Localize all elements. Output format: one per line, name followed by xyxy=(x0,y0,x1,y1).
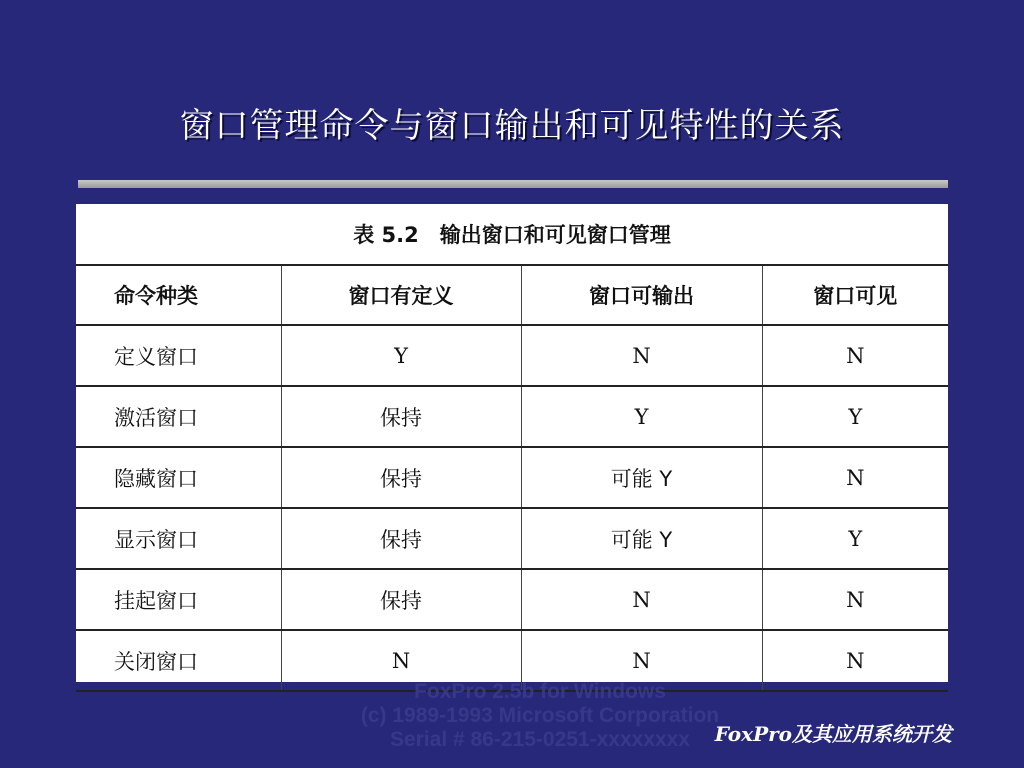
watermark-line: Serial # 86-215-0251-xxxxxxxx xyxy=(389,728,691,751)
table-row xyxy=(76,569,948,630)
table-row xyxy=(76,508,948,569)
cell-window-visible: Y xyxy=(762,508,948,569)
cell-window-defined: 保持 xyxy=(281,386,521,447)
cell-command-type: 显示窗口 xyxy=(76,508,281,569)
cell-window-output: Y xyxy=(521,386,762,447)
cell-command-type: 关闭窗口 xyxy=(76,630,281,691)
footer-brand: FoxPro及其应用系统开发 xyxy=(714,722,952,746)
cell-window-visible: N xyxy=(762,325,948,386)
cell-window-defined: 保持 xyxy=(281,508,521,569)
cell-window-output: N xyxy=(521,325,762,386)
cell-window-visible: N xyxy=(762,569,948,630)
cell-window-output: N xyxy=(521,569,762,630)
software-watermark xyxy=(330,680,750,752)
cell-window-defined: 保持 xyxy=(281,569,521,630)
header-command-type: 命令种类 xyxy=(76,266,281,325)
table-caption: 表 5.2 输出窗口和可见窗口管理 xyxy=(76,204,948,266)
cell-command-type: 挂起窗口 xyxy=(76,569,281,630)
cell-window-defined: Y xyxy=(281,325,521,386)
table-row xyxy=(76,386,948,447)
table-header-row xyxy=(76,266,948,325)
cell-window-defined: 保持 xyxy=(281,447,521,508)
header-window-defined: 窗口有定义 xyxy=(281,266,521,325)
table-row xyxy=(76,325,948,386)
watermark-line: (c) 1989-1993 Microsoft Corporation xyxy=(360,704,720,727)
header-window-visible: 窗口可见 xyxy=(762,266,948,325)
watermark-line: FoxPro 2.5b for Windows xyxy=(414,680,666,703)
table-row xyxy=(76,447,948,508)
cell-window-visible: N xyxy=(762,630,948,691)
cell-command-type: 隐藏窗口 xyxy=(76,447,281,508)
cell-command-type: 定义窗口 xyxy=(76,325,281,386)
window-command-table xyxy=(76,266,948,692)
cell-command-type: 激活窗口 xyxy=(76,386,281,447)
table-panel xyxy=(76,204,948,682)
cell-window-output: 可能 Y xyxy=(521,447,762,508)
cell-window-defined: N xyxy=(281,630,521,691)
slide-title: 窗口管理命令与窗口输出和可见特性的关系 xyxy=(179,106,845,146)
title-divider xyxy=(78,180,948,188)
cell-window-output: 可能 Y xyxy=(521,508,762,569)
cell-window-visible: Y xyxy=(762,386,948,447)
cell-window-output: N xyxy=(521,630,762,691)
header-window-output: 窗口可输出 xyxy=(521,266,762,325)
cell-window-visible: N xyxy=(762,447,948,508)
